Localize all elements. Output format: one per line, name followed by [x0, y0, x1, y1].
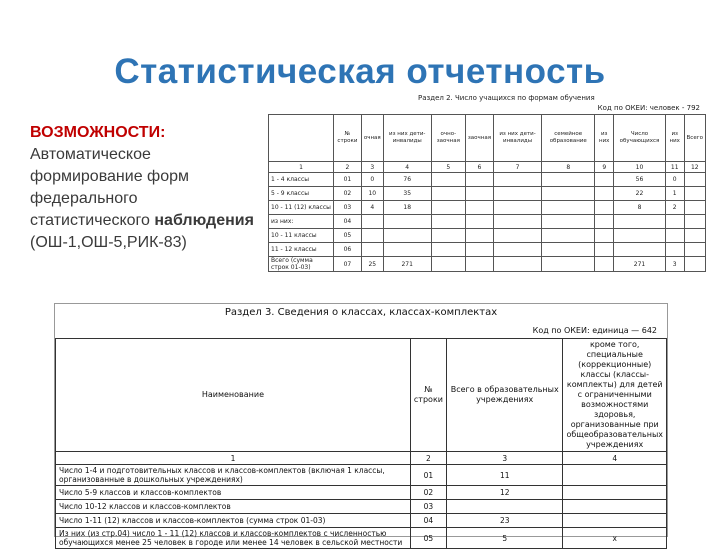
top-table-grid — [268, 114, 706, 272]
top-cell-empty — [494, 201, 542, 215]
top-cell-empty — [465, 173, 493, 187]
slide-body — [30, 122, 255, 254]
top-cell-name: 5 - 9 классы — [269, 187, 334, 201]
top-cell-c11: 3 — [665, 257, 684, 272]
top-table-row — [269, 229, 706, 243]
top-cell-c10 — [614, 215, 666, 229]
top-cell-c4: 271 — [383, 257, 431, 272]
top-cell-name: 1 - 4 классы — [269, 173, 334, 187]
top-cell-empty — [465, 187, 493, 201]
bottom-table-row — [56, 465, 667, 486]
bottom-cell-name: Из них (из стр.04) число 1 - 11 (12) классов и классов-комплектов с численностью обучающихся менее 25 человек в городе или менее 14 человек в сельской местности — [56, 528, 411, 549]
top-cell-empty — [542, 201, 595, 215]
top-cell-name: 11 - 12 классы — [269, 243, 334, 257]
bottom-cell-total: 5 — [446, 528, 562, 549]
bottom-cell-total: 11 — [446, 465, 562, 486]
top-cell-empty — [465, 201, 493, 215]
top-cell-empty — [595, 187, 614, 201]
top-cell-empty — [595, 229, 614, 243]
header-name: Наименование — [56, 339, 411, 452]
top-cell-c11 — [665, 229, 684, 243]
top-table-row — [269, 201, 706, 215]
top-table-caption: Раздел 2. Число учащихся по формам обучения — [418, 94, 595, 102]
bottom-cell-total: 12 — [446, 486, 562, 500]
top-cell-empty — [465, 257, 493, 272]
top-table-row — [269, 215, 706, 229]
body-bold-text: наблюдения — [154, 212, 254, 229]
bottom-cell-name: Число 1-4 и подготовительных классов и классов-комплектов (включая 1 классы, организованные в дошкольных учреждениях) — [56, 465, 411, 486]
top-cell-empty — [542, 257, 595, 272]
body-tail-text: (ОШ-1,ОШ-5,РИК-83) — [30, 234, 187, 251]
top-cell-empty — [465, 243, 493, 257]
top-cell-c4 — [383, 215, 431, 229]
top-number-cell: 3 — [361, 162, 383, 173]
top-header: из них — [665, 115, 684, 162]
top-cell-code: 04 — [334, 215, 362, 229]
top-header: Число обучающихся — [614, 115, 666, 162]
bottom-number-cell: 1 — [56, 452, 411, 465]
bottom-table-code: Код по ОКЕИ: единица — 642 — [532, 326, 657, 335]
top-number-cell: 12 — [684, 162, 705, 173]
top-cell-c3 — [361, 215, 383, 229]
bottom-cell-special — [563, 500, 667, 514]
top-cell-empty — [431, 201, 465, 215]
bottom-cell-special — [563, 514, 667, 528]
top-cell-c11: 2 — [665, 201, 684, 215]
top-cell-code: 03 — [334, 201, 362, 215]
top-cell-empty — [494, 215, 542, 229]
bottom-cell-no: 04 — [410, 514, 446, 528]
bottom-number-cell: 2 — [410, 452, 446, 465]
top-form-table — [268, 92, 708, 302]
top-number-cell: 6 — [465, 162, 493, 173]
top-cell-empty — [684, 257, 705, 272]
body-text: Автоматическое формирование форм федерального статистического — [30, 146, 189, 229]
top-cell-empty — [494, 243, 542, 257]
top-cell-empty — [684, 215, 705, 229]
top-header: Всего — [684, 115, 705, 162]
top-cell-c10: 8 — [614, 201, 666, 215]
top-header — [269, 115, 334, 162]
bottom-table-grid — [55, 338, 667, 549]
top-cell-empty — [542, 173, 595, 187]
top-cell-c3: 10 — [361, 187, 383, 201]
top-header: из них — [595, 115, 614, 162]
top-cell-empty — [431, 187, 465, 201]
top-number-cell: 7 — [494, 162, 542, 173]
top-number-cell: 2 — [334, 162, 362, 173]
top-table-row — [269, 173, 706, 187]
top-cell-empty — [542, 229, 595, 243]
bottom-table-row — [56, 514, 667, 528]
top-cell-c4: 18 — [383, 201, 431, 215]
top-header: заочная — [465, 115, 493, 162]
bottom-table-row — [56, 500, 667, 514]
top-cell-empty — [431, 257, 465, 272]
bottom-form-table — [54, 303, 668, 547]
top-number-cell: 1 — [269, 162, 334, 173]
top-cell-c4: 76 — [383, 173, 431, 187]
top-number-cell: 11 — [665, 162, 684, 173]
top-cell-c4 — [383, 229, 431, 243]
bottom-cell-no: 02 — [410, 486, 446, 500]
top-table-row — [269, 243, 706, 257]
top-cell-c3: 4 — [361, 201, 383, 215]
top-cell-c4 — [383, 243, 431, 257]
top-number-cell: 9 — [595, 162, 614, 173]
bottom-cell-special — [563, 486, 667, 500]
top-header: из них дети-инвалиды — [494, 115, 542, 162]
top-cell-empty — [494, 257, 542, 272]
top-number-cell: 8 — [542, 162, 595, 173]
top-cell-c3 — [361, 229, 383, 243]
top-cell-c11: 0 — [665, 173, 684, 187]
top-number-cell: 10 — [614, 162, 666, 173]
top-header: очная — [361, 115, 383, 162]
top-cell-empty — [595, 243, 614, 257]
top-cell-code: 05 — [334, 229, 362, 243]
bottom-cell-total: 23 — [446, 514, 562, 528]
bottom-cell-special — [563, 465, 667, 486]
top-cell-empty — [431, 243, 465, 257]
top-cell-c11 — [665, 243, 684, 257]
top-cell-c10 — [614, 243, 666, 257]
top-cell-code: 06 — [334, 243, 362, 257]
top-cell-c10: 271 — [614, 257, 666, 272]
bottom-number-cell: 4 — [563, 452, 667, 465]
slide-title: Статистическая отчетность — [114, 52, 606, 91]
top-cell-c3: 0 — [361, 173, 383, 187]
top-cell-c3 — [361, 243, 383, 257]
top-header: № строки — [334, 115, 362, 162]
bottom-cell-name: Число 10-12 классов и классов-комплектов — [56, 500, 411, 514]
header-row-no: № строки — [410, 339, 446, 452]
bottom-table-row — [56, 486, 667, 500]
top-cell-empty — [684, 201, 705, 215]
top-cell-code: 01 — [334, 173, 362, 187]
top-table-row — [269, 187, 706, 201]
top-header: очно-заочная — [431, 115, 465, 162]
top-cell-empty — [595, 257, 614, 272]
top-cell-empty — [494, 187, 542, 201]
top-cell-empty — [684, 187, 705, 201]
top-cell-empty — [494, 229, 542, 243]
bottom-cell-total — [446, 500, 562, 514]
bottom-cell-special: x — [563, 528, 667, 549]
top-cell-empty — [465, 229, 493, 243]
top-cell-empty — [431, 173, 465, 187]
top-cell-c10: 56 — [614, 173, 666, 187]
bottom-cell-name: Число 5-9 классов и классов-комплектов — [56, 486, 411, 500]
top-cell-empty — [684, 243, 705, 257]
top-cell-empty — [465, 215, 493, 229]
top-cell-empty — [684, 229, 705, 243]
top-cell-empty — [595, 173, 614, 187]
top-number-cell: 4 — [383, 162, 431, 173]
top-header: из них дети-инвалиды — [383, 115, 431, 162]
top-cell-c3: 25 — [361, 257, 383, 272]
top-cell-code: 02 — [334, 187, 362, 201]
top-cell-empty — [542, 187, 595, 201]
bottom-cell-no: 05 — [410, 528, 446, 549]
top-cell-empty — [595, 201, 614, 215]
top-table-row — [269, 257, 706, 272]
bottom-cell-name: Число 1-11 (12) классов и классов-комплектов (сумма строк 01-03) — [56, 514, 411, 528]
top-cell-c11 — [665, 215, 684, 229]
top-cell-empty — [595, 215, 614, 229]
top-cell-name: 10 - 11 классы — [269, 229, 334, 243]
top-cell-code: 07 — [334, 257, 362, 272]
top-cell-c10 — [614, 229, 666, 243]
top-cell-c4: 35 — [383, 187, 431, 201]
top-cell-empty — [542, 243, 595, 257]
top-cell-name: Всего (сумма строк 01-03) — [269, 257, 334, 272]
bottom-number-cell: 3 — [446, 452, 562, 465]
top-number-cell: 5 — [431, 162, 465, 173]
top-cell-name: 10 - 11 (12) классы — [269, 201, 334, 215]
bottom-cell-no: 01 — [410, 465, 446, 486]
top-table-code: Код по ОКЕИ: человек - 792 — [597, 104, 700, 112]
header-total: Всего в образовательных учреждениях — [446, 339, 562, 452]
top-cell-empty — [542, 215, 595, 229]
top-cell-empty — [431, 229, 465, 243]
top-cell-empty — [684, 173, 705, 187]
capabilities-label: ВОЗМОЖНОСТИ: — [30, 124, 166, 141]
top-header: семейное образование — [542, 115, 595, 162]
header-special: кроме того, специальные (коррекционные) классы (классы-комплекты) для детей с ограниченными возможностями здоровья, организованные при общеобразовательных учреждениях — [563, 339, 667, 452]
top-cell-name: из них: — [269, 215, 334, 229]
bottom-table-caption: Раздел 3. Сведения о классах, классах-комплектах — [224, 307, 498, 318]
top-cell-empty — [431, 215, 465, 229]
top-cell-empty — [494, 173, 542, 187]
bottom-table-row — [56, 528, 667, 549]
top-cell-c11: 1 — [665, 187, 684, 201]
bottom-cell-no: 03 — [410, 500, 446, 514]
top-cell-c10: 22 — [614, 187, 666, 201]
